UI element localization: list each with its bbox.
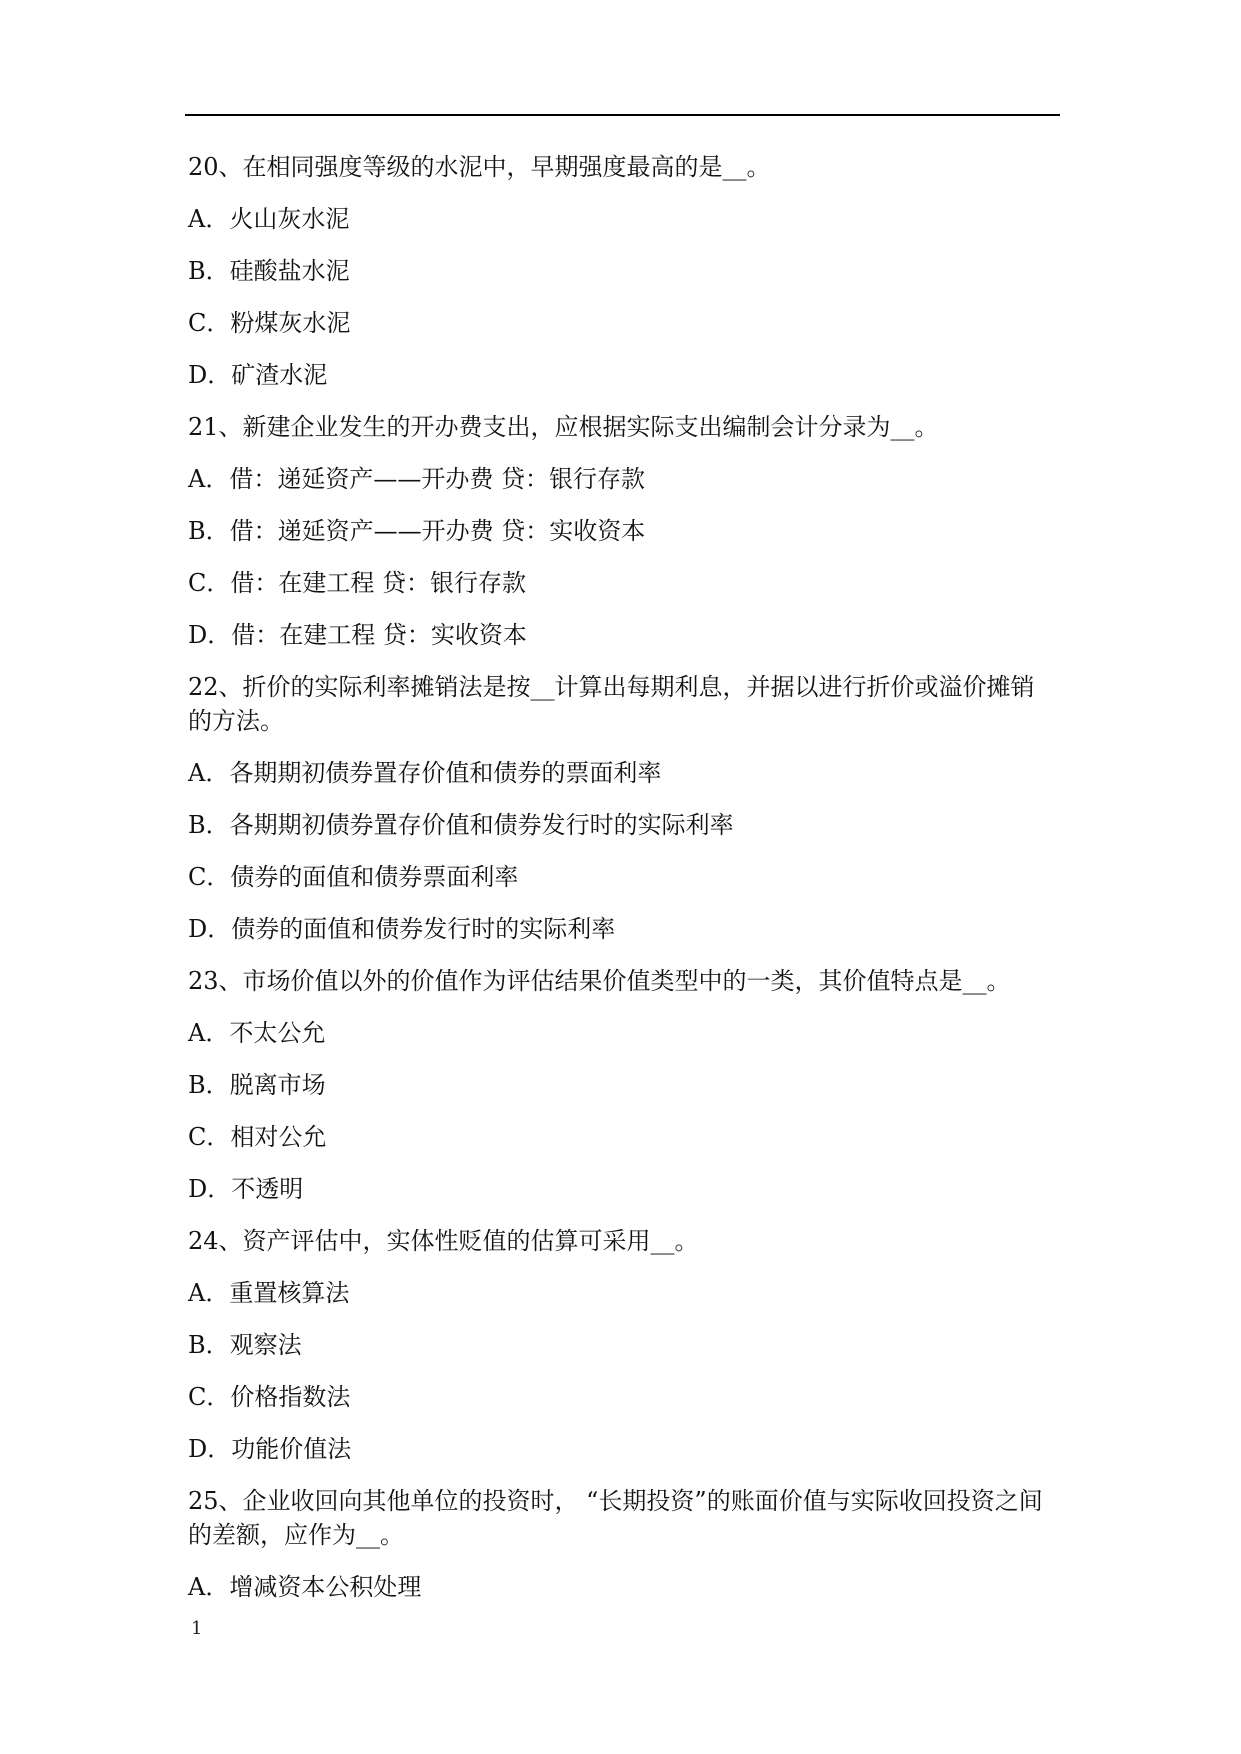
page-number: 1 — [191, 1618, 203, 1639]
option-b: B．各期期初债券置存价值和债券发行时的实际利率 — [188, 811, 734, 839]
option-a: A．不太公允 — [188, 1019, 326, 1047]
question-text: 20、在相同强度等级的水泥中，早期强度最高的是__。 — [188, 153, 771, 181]
option-d: D．债券的面值和债券发行时的实际利率 — [188, 915, 616, 943]
option-a: A．各期期初债券置存价值和债券的票面利率 — [188, 759, 662, 787]
option-d: D．借：在建工程 贷：实收资本 — [188, 621, 527, 649]
question-25 — [188, 1484, 1058, 1604]
option-b: B．硅酸盐水泥 — [188, 257, 350, 285]
option-c: C．借：在建工程 贷：银行存款 — [188, 569, 526, 597]
option-a: A．增减资本公积处理 — [188, 1573, 422, 1601]
question-text: 25、企业收回向其他单位的投资时， “长期投资”的账面价值与实际收回投资之间的差额，应作为__。 — [188, 1487, 1043, 1549]
question-text: 22、折价的实际利率摊销法是按__计算出每期利息，并据以进行折价或溢价摊销的方法。 — [188, 673, 1035, 735]
option-c: C．价格指数法 — [188, 1383, 351, 1411]
option-a: A．火山灰水泥 — [188, 205, 350, 233]
question-21 — [188, 410, 1058, 652]
option-c: C．粉煤灰水泥 — [188, 309, 351, 337]
option-b: B．借：递延资产——开办费 贷：实收资本 — [188, 517, 646, 545]
option-d: D．不透明 — [188, 1175, 304, 1203]
question-22 — [188, 670, 1058, 946]
question-text: 23、市场价值以外的价值作为评估结果价值类型中的一类，其价值特点是__。 — [188, 967, 1011, 995]
document-body — [188, 150, 1058, 1622]
question-23 — [188, 964, 1058, 1206]
question-text: 21、新建企业发生的开办费支出，应根据实际支出编制会计分录为__。 — [188, 413, 939, 441]
option-c: C．相对公允 — [188, 1123, 327, 1151]
question-24 — [188, 1224, 1058, 1466]
option-d: D．矿渣水泥 — [188, 361, 328, 389]
option-c: C．债券的面值和债券票面利率 — [188, 863, 519, 891]
question-20 — [188, 150, 1058, 392]
option-b: B．观察法 — [188, 1331, 302, 1359]
option-a: A．重置核算法 — [188, 1279, 350, 1307]
question-text: 24、资产评估中，实体性贬值的估算可采用__。 — [188, 1227, 699, 1255]
option-b: B．脱离市场 — [188, 1071, 326, 1099]
option-d: D．功能价值法 — [188, 1435, 352, 1463]
option-a: A．借：递延资产——开办费 贷：银行存款 — [188, 465, 645, 493]
header-rule — [185, 114, 1060, 116]
